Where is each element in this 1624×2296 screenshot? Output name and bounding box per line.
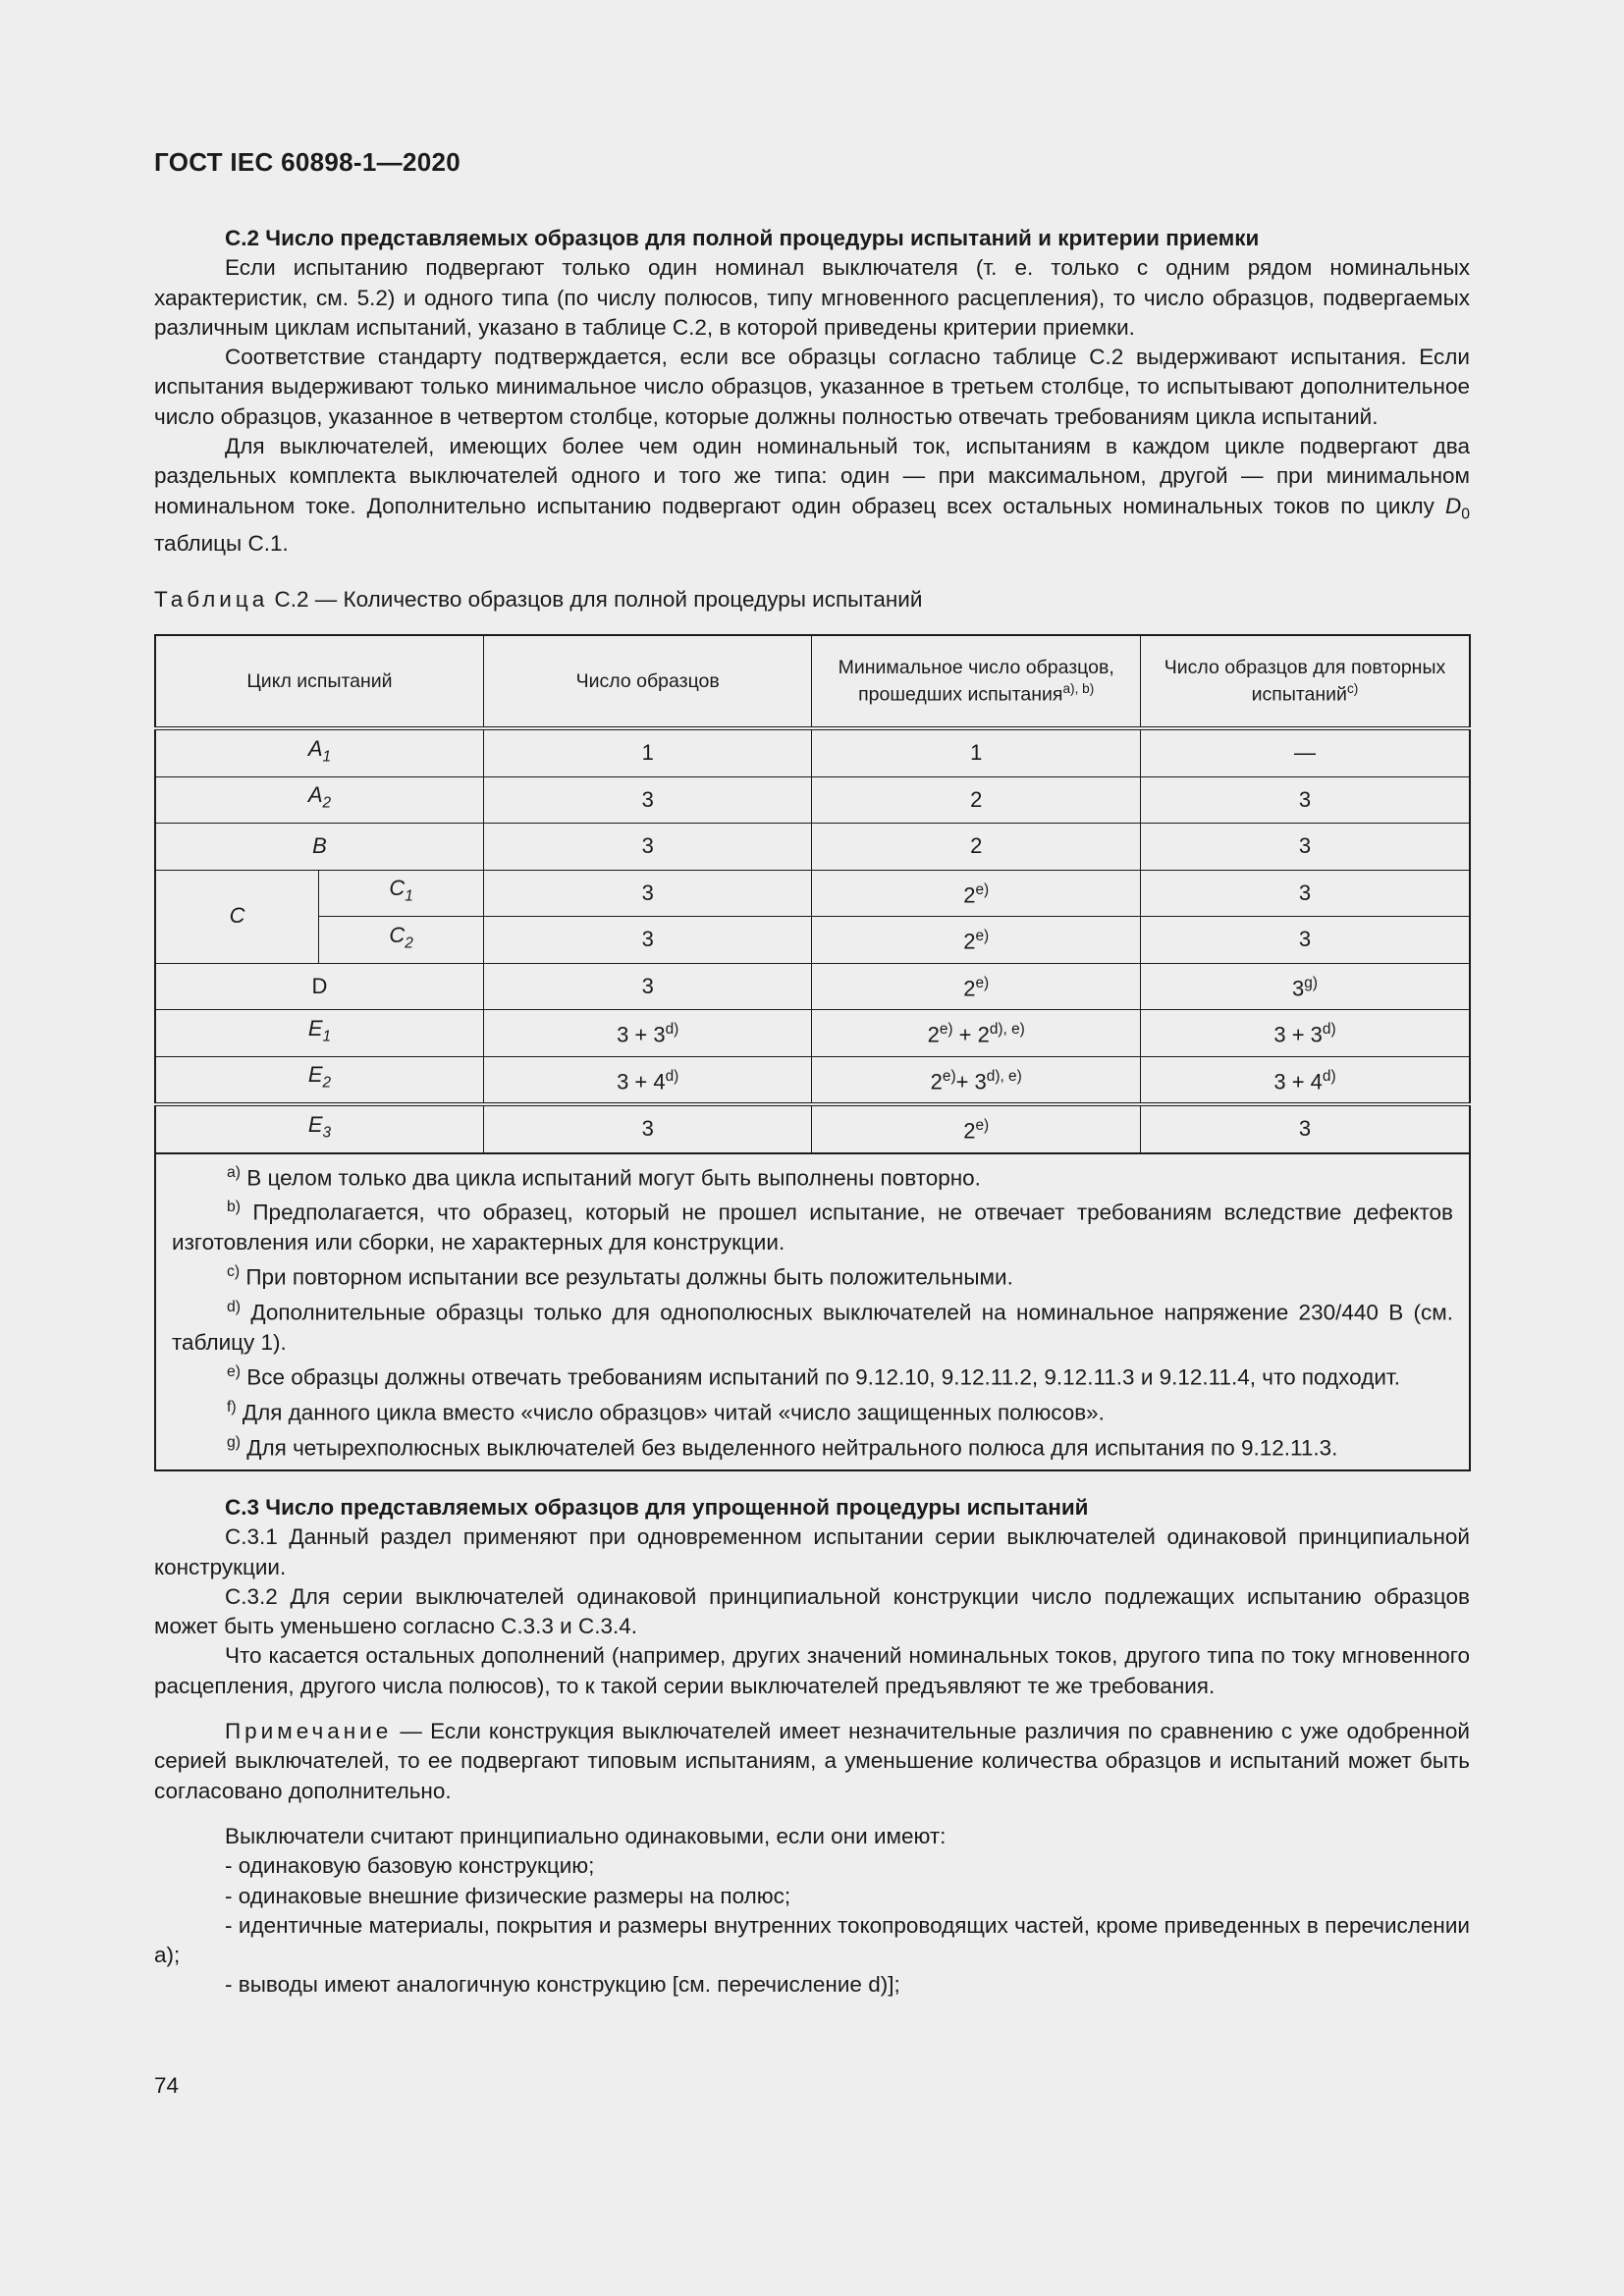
- list-item: - одинаковые внешние физические размеры на полюс;: [225, 1883, 791, 1908]
- table-row: D 3 2$^{e)}$ 3$^{g)}$: [155, 963, 1470, 1010]
- table-row: $E_1$ $3 + 3^{d)}$ $2^{e)} + 2^{d), e)}$ $3 + 3^{d)}$: [155, 1010, 1470, 1057]
- header-cycle: Цикл испытаний: [155, 635, 483, 728]
- section-c2-paragraph-2: Соответствие стандарту подтверждается, если все образцы согласно таблице С.2 выдерживают испытания. Если испытания выдерживают только минимальное число образцов, указанное в третьем столбце, то испытывают дополнительное число образцов, указанное в четвертом столбце, которые должны полностью отвечать требованиям цикла испытаний.: [154, 345, 1470, 429]
- list-item: - идентичные материалы, покрытия и размеры внутренних токопроводящих частей, кроме приведенных в перечислении а);: [154, 1912, 1470, 1968]
- header-repeat: Число образцов для повторных испытаний$^{c)}$: [1140, 635, 1470, 728]
- table-row: B 3 2 3: [155, 824, 1470, 871]
- footnote: $^{d)}$ Дополнительные образцы только для однополюсных выключателей на номинальное напряжение 230/440 В (см. таблицу 1).: [172, 1299, 1453, 1356]
- section-c2-paragraph-1: Если испытанию подвергают только один номинал выключателя (т. е. только с одним рядом номинальных характеристик, см. 5.2) и одного типа (по числу полюсов, типу мгновенного расцепления), то число образцов, подвергаемых различным циклам испытаний, указано в таблице С.2, в которой приведены критерии приемки.: [154, 255, 1470, 340]
- document-header: ГОСТ IEC 60898-1—2020: [154, 147, 460, 177]
- samples-table: [154, 634, 1471, 1154]
- page-number: 74: [154, 2073, 180, 2098]
- section-c3-note: Примечание — Если конструкция выключателей имеет незначительные различия по сравнению с уже одобренной серией выключателей, то ее подвергают типовым испытаниям, а уменьшение количества образцов и испытаний может быть согласовано дополнительно.: [154, 1719, 1470, 1803]
- footnote: $^{f)}$ Для данного цикла вместо «число образцов» читай «число защищенных полюсов».: [227, 1399, 1105, 1425]
- section-c3-title: С.3 Число представляемых образцов для упрощенной процедуры испытаний: [225, 1494, 1089, 1520]
- footnote: $^{b)}$ Предполагается, что образец, который не прошел испытание, не отвечает требованиям вследствие дефектов изготовления или сборки, не характерных для конструкции.: [172, 1199, 1453, 1255]
- table-row: $C_2$ 3 2$^{e)}$ 3: [155, 917, 1470, 964]
- section-c3-paragraph-3: Что касается остальных дополнений (например, других значений номинальных токов, другого типа по току мгновенного расцепления, другого числа полюсов), то к такой серии выключателей предъявляют те же требования.: [154, 1643, 1470, 1698]
- page-content: [154, 224, 1470, 2001]
- footnote: $^{a)}$ В целом только два цикла испытаний могут быть выполнены повторно.: [227, 1163, 981, 1191]
- section-c2-title: С.2 Число представляемых образцов для полной процедуры испытаний и критерии приемки: [225, 226, 1260, 250]
- footnote: $^{e)}$ Все образцы должны отвечать требованиям испытаний по 9.12.10, 9.12.11.2, 9.12.11.3 и 9.12.11.4, что подходит.: [227, 1363, 1400, 1391]
- list-intro: Выключатели считают принципиально одинаковыми, если они имеют:: [225, 1823, 947, 1848]
- table-row: $A_1$ 1 1 —: [155, 728, 1470, 776]
- table-row: $A_2$ 3 2 3: [155, 776, 1470, 824]
- header-count: Число образцов: [483, 635, 811, 728]
- footnote: $^{g)}$ Для четырехполюсных выключателей без выделенного нейтрального полюса для испытания по 9.12.11.3.: [227, 1434, 1338, 1461]
- section-c3-paragraph-1: С.3.1 Данный раздел применяют при одновременном испытании серии выключателей одинаковой принципиальной конструкции.: [154, 1524, 1470, 1579]
- table-header-row: [155, 635, 1470, 728]
- table-row: C $C_1$ 3 2$^{e)}$ 3: [155, 870, 1470, 917]
- table-caption: Таблица С.2 — Количество образцов для полной процедуры испытаний: [154, 586, 923, 612]
- group-c-label: C: [155, 870, 319, 963]
- list-item: - выводы имеют аналогичную конструкцию [см. перечисление d)];: [225, 1972, 900, 1998]
- section-c3-paragraph-2: С.3.2 Для серии выключателей одинаковой принципиальной конструкции число подлежащих испытанию образцов может быть уменьшено согласно С.3.3 и С.3.4.: [154, 1583, 1470, 1639]
- table-footnotes: [154, 1154, 1471, 1471]
- footnote: $^{c)}$ При повторном испытании все результаты должны быть положительными.: [227, 1263, 1013, 1291]
- list-item: - одинаковую базовую конструкцию;: [225, 1853, 595, 1879]
- header-min: Минимальное число образцов, прошедших испытания$^{a), b)}$: [812, 635, 1141, 728]
- table-row: $E_2$ $3 + 4^{d)}$ $2^{e)}+ 3^{d), e)}$ $3 + 4^{d)}$: [155, 1056, 1470, 1104]
- section-c2-paragraph-3: Для выключателей, имеющих более чем один номинальный ток, испытаниям в каждом цикле подвергают два раздельных комплекта выключателей одного и того же типа: один — при максимальном, другой — при минимальном номинальном токе. Дополнительно испытанию подвергают один образец всех остальных номинальных токов по циклу $D_0$ таблицы С.1.: [154, 434, 1470, 557]
- table-row: $E_3$ 3 2$^{e)}$ 3: [155, 1104, 1470, 1153]
